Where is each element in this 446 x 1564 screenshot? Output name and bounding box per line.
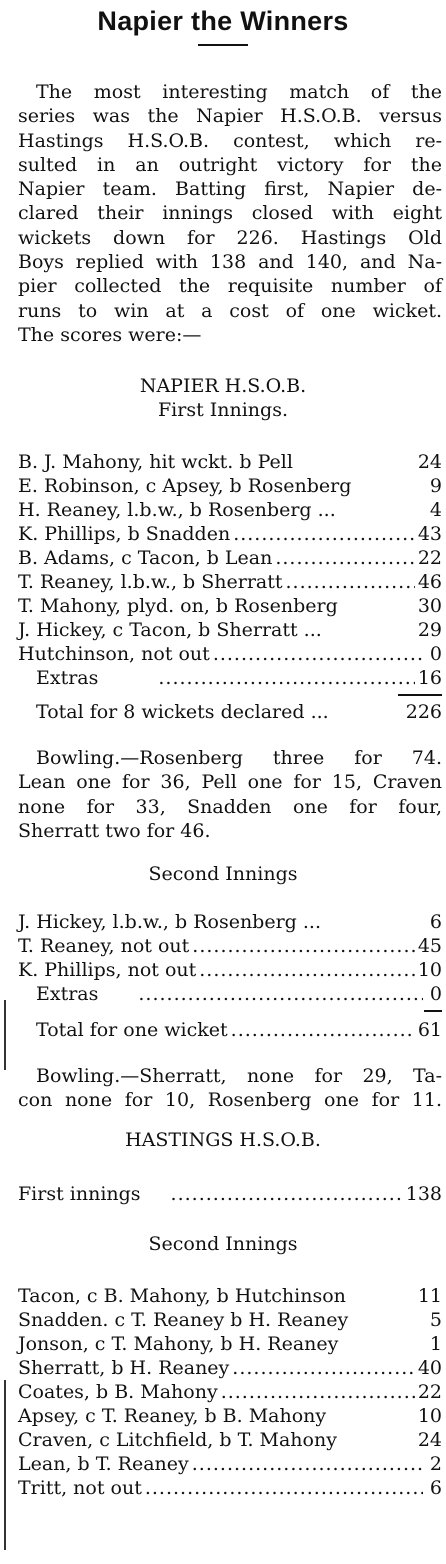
batting-row: Jonson, c T. Mahony, b H. Reaney 1 <box>18 1333 442 1355</box>
bowling-line: Sherratt two for 46. <box>18 819 211 842</box>
intro-line: Boys replied with 138 and 140, and Na- <box>18 251 442 274</box>
batting-row: Craven, c Litchfield, b T. Mahony 24 <box>18 1429 442 1451</box>
batting-row: K. Phillips, b Snadden ..... 43 <box>18 522 442 546</box>
intro-line: pier collected the requisite number of <box>18 275 442 298</box>
batting-row: T. Mahony, plyd. on, b Rosenberg 30 <box>18 595 442 617</box>
intro-line: Hastings H.S.O.B. contest, which re- <box>18 129 442 152</box>
headline: Napier the Winners <box>97 6 349 36</box>
batting-row: E. Robinson, c Apsey, b Rosenberg 9 <box>18 475 442 497</box>
innings-heading: First Innings. <box>157 399 288 421</box>
batting-row: Tritt, not out ..... 6 <box>18 1476 442 1500</box>
batting-row: J. Hickey, l.b.w., b Rosenberg ... 6 <box>18 911 442 933</box>
intro-line: The scores were:— <box>18 323 202 346</box>
batting-row: T. Reaney, l.b.w., b Sherratt ..... 46 <box>18 570 442 594</box>
intro-paragraph <box>18 80 442 347</box>
first-innings-row: First innings ..... 138 <box>18 1182 442 1206</box>
team-heading-hastings: HASTINGS H.S.O.B. <box>125 1129 321 1151</box>
intro-line: clared their innings closed with eight <box>18 202 442 225</box>
bowling-line: Bowling.—Rosenberg three for 74. <box>36 747 442 769</box>
innings-heading: Second Innings <box>148 863 298 885</box>
batting-row: B. Adams, c Tacon, b Lean ..... 22 <box>18 546 442 570</box>
batting-row: T. Reaney, not out ..... 45 <box>18 934 442 958</box>
team-heading-napier: NAPIER H.S.O.B. <box>139 375 307 397</box>
bowling-line: Bowling.—Sherratt, none for 29, Ta- <box>36 1065 442 1087</box>
total-rule <box>424 1010 442 1012</box>
intro-line: runs to win at a cost of one wicket. <box>18 299 442 322</box>
batting-row: Coates, b B. Mahony ..... 22 <box>18 1380 442 1404</box>
headline-rule <box>198 44 248 46</box>
total-row: Total for one wicket ..... 61 <box>18 1018 442 1042</box>
batting-row: Tacon, c B. Mahony, b Hutchinson 11 <box>18 1285 442 1307</box>
bowling-paragraph <box>18 1064 442 1113</box>
total-row: Total for 8 wickets declared ... 226 <box>36 701 442 723</box>
intro-line: series was the Napier H.S.O.B. versus <box>18 105 442 128</box>
extras-row: Extras ..... 16 <box>18 666 442 690</box>
bowling-paragraph <box>18 746 442 843</box>
intro-line: Napier team. Batting first, Napier de- <box>18 178 442 201</box>
batting-row: Hutchinson, not out ..... 0 <box>18 642 442 666</box>
total-rule <box>398 694 442 696</box>
bowling-line: none for 33, Snadden one for four, <box>18 795 442 818</box>
bowling-line: Lean one for 36, Pell one for 15, Craven <box>18 771 442 794</box>
bowling-line: con none for 10, Rosenberg one for 11. <box>18 1089 442 1112</box>
extras-row: Extras ..... 0 <box>18 982 442 1006</box>
batting-row: B. J. Mahony, hit wckt. b Pell 24 <box>18 451 442 473</box>
batting-row: H. Reaney, l.b.w., b Rosenberg ... 4 <box>18 499 442 521</box>
batting-row: Sherratt, b H. Reaney ..... 40 <box>18 1356 442 1380</box>
column-edge <box>4 1380 6 1550</box>
intro-line: The most interesting match of the <box>36 81 442 103</box>
column-edge <box>4 1000 6 1070</box>
intro-line: wickets down for 226. Hastings Old <box>18 226 442 249</box>
batting-row: Snadden. c T. Reaney b H. Reaney 5 <box>18 1309 442 1331</box>
intro-line: sulted in an outright victory for the <box>18 153 442 176</box>
batting-row: Apsey, c T. Reaney, b B. Mahony 10 <box>18 1405 442 1427</box>
batting-row: J. Hickey, c Tacon, b Sherratt ... 29 <box>18 619 442 641</box>
innings-heading: Second Innings <box>148 1233 298 1255</box>
batting-row: Lean, b T. Reaney ..... 2 <box>18 1452 442 1476</box>
batting-row: K. Phillips, not out ..... 10 <box>18 958 442 982</box>
